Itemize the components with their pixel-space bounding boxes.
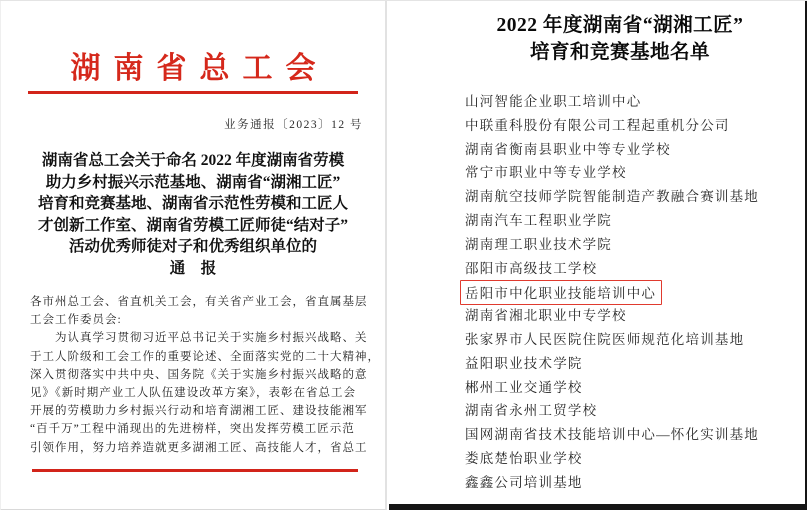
document-title-line-text: 助力乡村振兴示范基地、湖南省“湖湘工匠” bbox=[45, 173, 341, 191]
list-item bbox=[465, 304, 805, 328]
list-item bbox=[465, 471, 805, 495]
list-title-line bbox=[435, 12, 805, 39]
list-item-text: 湖南省永州工贸学校 bbox=[465, 403, 598, 419]
document-body bbox=[1, 293, 385, 457]
list-item bbox=[465, 138, 805, 162]
list-item-text: 张家界市人民医院住院医师规范化培训基地 bbox=[465, 331, 745, 347]
document-body-line-text: 于工人阶级和工会工作的重要论述、全面落实党的二十大精神， bbox=[30, 350, 380, 363]
list-item bbox=[465, 209, 805, 233]
list-item bbox=[465, 161, 805, 185]
list-item bbox=[465, 447, 805, 471]
footer-divider bbox=[32, 469, 358, 473]
list-item-text: 常宁市职业中等专业学校 bbox=[465, 165, 627, 181]
document-body-line-text: “百千万”工程中涌现出的先进榜样，突出发挥劳模工匠示范 bbox=[30, 423, 355, 436]
list-item-text: 益阳职业技术学院 bbox=[465, 355, 583, 371]
list-item-text: 湖南理工职业技术学院 bbox=[465, 236, 612, 252]
document-body-line-text: 深入贯彻落实中共中央、国务院《关于实施乡村振兴战略的意 bbox=[30, 368, 368, 381]
document-body-line-text: 为认真学习贯彻习近平总书记关于实施乡村振兴战略、关 bbox=[30, 332, 368, 345]
list-item bbox=[465, 90, 805, 114]
document-title-line bbox=[25, 150, 361, 172]
document-title bbox=[1, 150, 385, 279]
document-title-line bbox=[25, 193, 361, 215]
highlight-box-text: 岳阳市中化职业技能培训中心 bbox=[460, 280, 662, 305]
document-body-line bbox=[30, 293, 368, 311]
list-item-text: 山河智能企业职工培训中心 bbox=[465, 94, 642, 109]
masthead-divider bbox=[28, 91, 358, 94]
list-item bbox=[465, 257, 805, 281]
document-title-line bbox=[25, 258, 361, 280]
list-item-text: 鑫鑫公司培训基地 bbox=[465, 474, 583, 490]
document-body-line bbox=[30, 311, 356, 329]
list-item-text: 湖南省衡南县职业中等专业学校 bbox=[465, 141, 671, 157]
list-item bbox=[465, 185, 805, 209]
list-title bbox=[389, 12, 805, 66]
document-title-line-text: 湖南省总工会关于命名 2022 年度湖南省劳模 bbox=[41, 152, 345, 169]
document-title-line bbox=[25, 236, 361, 258]
document-title-line bbox=[25, 215, 361, 237]
document-number: 业务通报〔2023〕12 号 bbox=[224, 119, 363, 131]
list-item-text: 湖南汽车工程职业学院 bbox=[465, 212, 612, 228]
list-item bbox=[465, 114, 805, 138]
left-page-document bbox=[0, 1, 387, 510]
highlighted-list-item bbox=[465, 280, 805, 304]
right-page-document bbox=[389, 1, 807, 510]
document-body-line-text: 各市州总工会、省直机关工会，有关省产业工会，省直属基层 bbox=[30, 296, 368, 308]
base-list bbox=[389, 90, 805, 495]
document-title-line-text: 活动优秀师徒对子和优秀组织单位的 bbox=[68, 238, 317, 255]
list-item bbox=[465, 399, 805, 423]
list-item bbox=[465, 352, 805, 376]
document-body-line bbox=[30, 439, 368, 457]
list-item-text: 郴州工业交通学校 bbox=[465, 379, 583, 395]
document-body-line-text: 工会工作委员会: bbox=[30, 314, 122, 327]
list-item bbox=[465, 423, 805, 447]
document-body-line-text: 开展的劳模助力乡村振兴行动和培育湖湘工匠、建设技能湘军 bbox=[30, 405, 368, 418]
document-body-line bbox=[30, 366, 368, 384]
list-item bbox=[465, 233, 805, 257]
list-item-text: 湖南航空技师学院智能制造产教融合赛训基地 bbox=[465, 189, 759, 205]
document-title-line-text: 培育和竞赛基地、湖南省示范性劳模和工匠人 bbox=[37, 195, 348, 212]
document-body-line bbox=[30, 348, 380, 366]
document-title-line-text: 才创新工作室、湖南省劳模工匠师徒“结对子” bbox=[37, 216, 348, 234]
list-item-text: 邵阳市高级技工学校 bbox=[465, 260, 598, 276]
document-title-line bbox=[25, 172, 361, 194]
document-title-line-text: 通 报 bbox=[169, 259, 217, 277]
list-item-text: 湖南省湘北职业中专学校 bbox=[465, 308, 627, 324]
masthead-title: 湖南省总工会 bbox=[70, 52, 329, 85]
document-body-line bbox=[30, 402, 368, 420]
document-body-line-text: 引领作用，努力培养造就更多湖湘工匠、高技能人才，省总工 bbox=[30, 441, 368, 454]
list-item-text: 娄底楚怡职业学校 bbox=[465, 450, 583, 466]
list-title-line-text: 培育和竞赛基地名单 bbox=[529, 42, 710, 63]
document-body-line bbox=[30, 329, 368, 347]
list-item bbox=[465, 376, 805, 400]
list-item bbox=[465, 328, 805, 352]
page-bottom-edge bbox=[389, 504, 807, 510]
list-title-line bbox=[435, 39, 805, 66]
list-title-line-text: 2022 年度湖南省“湖湘工匠” bbox=[496, 15, 744, 36]
document-body-line bbox=[30, 384, 356, 402]
list-item-text: 中联重科股份有限公司工程起重机分公司 bbox=[465, 117, 730, 133]
document-body-line-text: 见》《新时期产业工人队伍建设改革方案》，表彰在省总工会 bbox=[30, 387, 356, 400]
document-body-line bbox=[30, 420, 356, 438]
list-item-text: 国网湖南省技术技能培训中心—怀化实训基地 bbox=[465, 427, 759, 443]
